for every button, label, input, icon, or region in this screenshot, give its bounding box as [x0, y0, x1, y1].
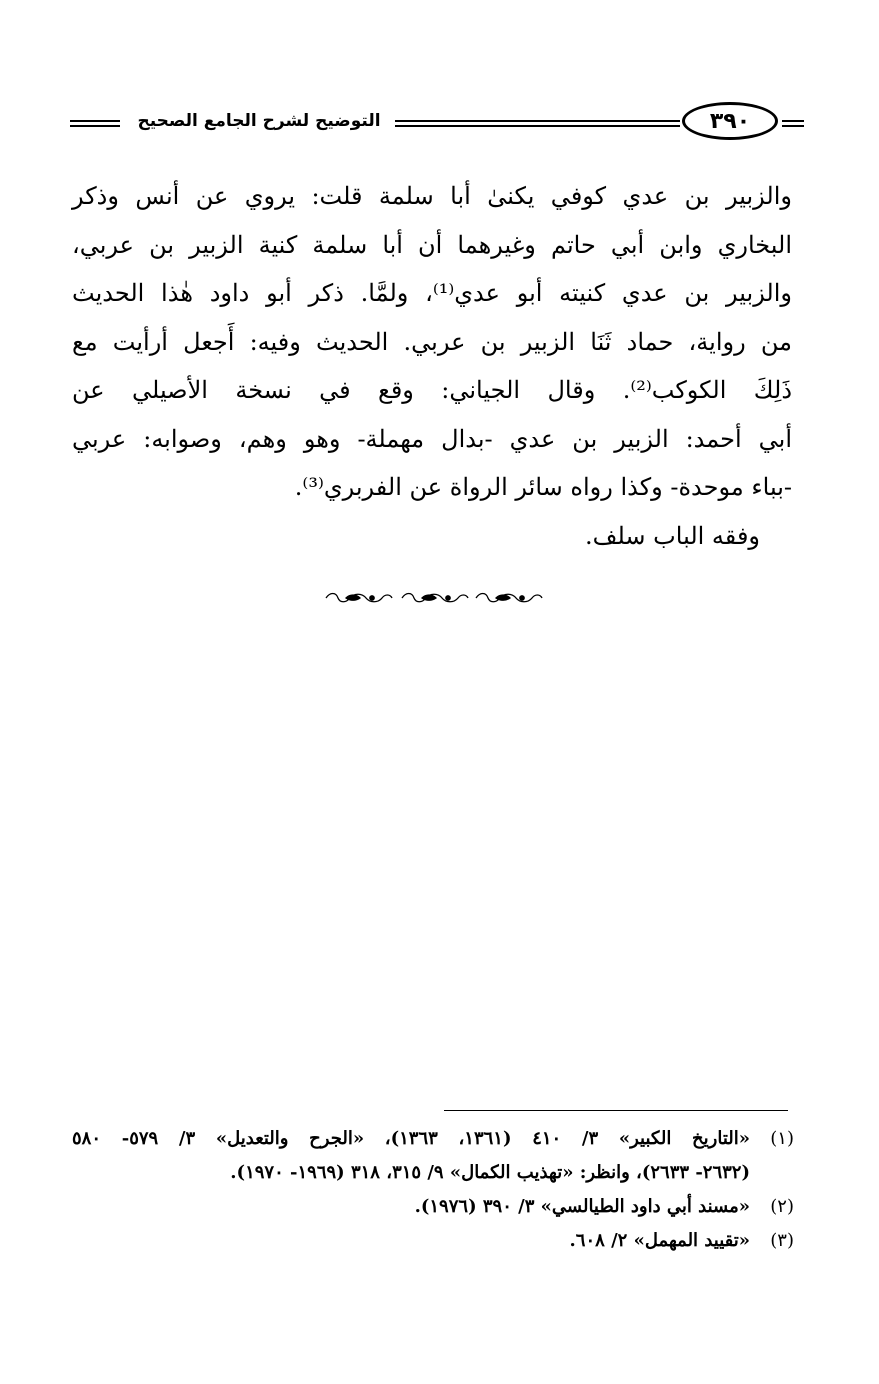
body-line: البخاري وابن أبي حاتم وغيرهما أن أبا سلمة كنية الزبير بن عربي، [72, 230, 792, 259]
header-rule-left [70, 120, 120, 127]
header-rule-right [782, 120, 804, 127]
footnote [72, 1190, 794, 1224]
body-line: والزبير بن عدي كنيته أبو عدي⁽¹⁾، ولمَّا. ذكر أبو داود هٰذا الحديث [72, 279, 793, 307]
footnote-text [72, 1122, 750, 1190]
header-rule-middle [395, 120, 680, 127]
footnote-number: (١) [770, 1128, 794, 1149]
body-line: أبي أحمد: الزبير بن عدي -بدال مهملة- وهو وهم، وصوابه: عربي [72, 424, 792, 453]
footnote-line: «مسند أبي داود الطيالسي» ٣/ ٣٩٠ (١٩٧٦). [414, 1196, 750, 1217]
footnote-text [72, 1224, 750, 1258]
footnote [72, 1122, 794, 1190]
ornament-unit [326, 594, 392, 602]
footnotes [72, 1122, 794, 1258]
footnote-text [72, 1190, 750, 1224]
body-text [72, 172, 792, 560]
footnote [72, 1224, 794, 1258]
body-line: ذَلِكَ الكوكب⁽²⁾. وقال الجياني: وقع في نسخة الأصيلي عن [72, 376, 793, 404]
body-line: وفقه الباب سلف. [585, 521, 760, 550]
footnote-separator [444, 1110, 788, 1111]
running-title: التوضيح لشرح الجامع الصحيح [137, 111, 381, 131]
ornament-unit [476, 594, 542, 602]
body-line: والزبير بن عدي كوفي يكنىٰ أبا سلمة قلت: يروي عن أنس وذكر [72, 182, 792, 210]
floral-ornament-icon [322, 588, 544, 608]
body-line: من رواية، حماد ثَنَا الزبير بن عربي. الحديث وفيه: أَجعل أرأيت مع [72, 327, 792, 356]
ornament-unit [402, 594, 468, 602]
footnote-number: (٣) [770, 1230, 794, 1251]
footnote-line: «تقييد المهمل» ٢/ ٦٠٨. [569, 1230, 750, 1251]
footnote-line: «التاريخ الكبير» ٣/ ٤١٠ (١٣٦١، ١٣٦٣)، «الجرح والتعديل» ٣/ ٥٧٩- ٥٨٠ [72, 1128, 750, 1149]
footnote-line: (٢٦٣٢- ٢٦٣٣)، وانظر: «تهذيب الكمال» ٩/ ٣١٥، ٣١٨ (١٩٦٩- ١٩٧٠). [230, 1162, 750, 1183]
body-line: -بباء موحدة- وكذا رواه سائر الرواة عن الفربري⁽³⁾. [294, 473, 792, 501]
page-number: ٣٩٠ [682, 102, 778, 140]
footnote-number: (٢) [770, 1196, 794, 1217]
running-header [70, 100, 800, 148]
